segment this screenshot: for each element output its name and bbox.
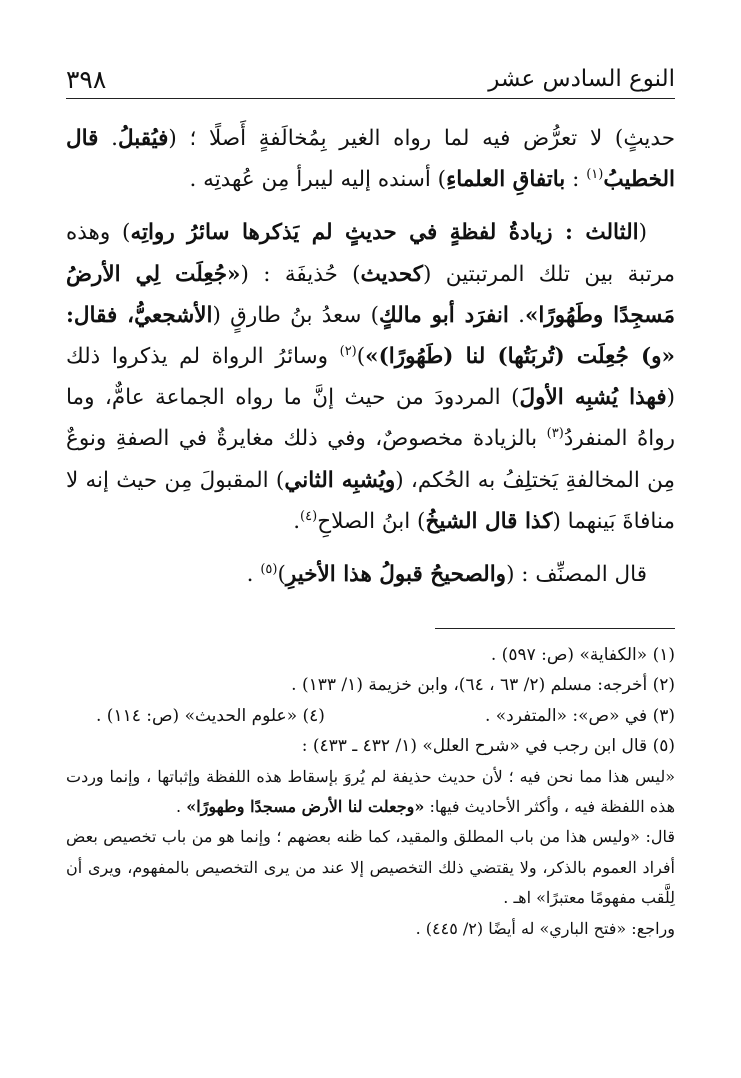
text-run: وسائرُ الرواة لم يذكروا ذلك ( [66,344,675,411]
main-text [66,118,675,595]
text-run: . [176,797,187,817]
footnote-5-quote [66,762,675,823]
footnote-3: (٣) في «ص»: «المتفرد» . [484,705,675,726]
bold-run: قال الخطيبُ [66,126,675,193]
footnote-ref[interactable]: (١) [586,167,604,183]
bold-run: والصحيحُ قبولُ هذا الأخيرِ [285,562,507,588]
text-run: حديثٍ) لا تعرُّض فيه لما رواه الغير بِمُخالَفةٍ أَصلًا ؛ ( [168,126,675,151]
footnote-5-comment: قال: «وليس هذا من باب المطلق والمقيد، كما ظنه بعضهم ؛ وإنما هو من باب تخصيص بعض أفراد العموم بالذكر، ولا يقتضي ذلك التخصيص إلا عند من يرى التخصيص بالمفهوم، ويرى أن لِلَّقب مفهومًا معتبرًا» اهـ . [66,827,675,908]
text-run: ) أسنده إليه ليبرأ مِن عُهدتِه . [189,167,447,193]
footnote-5-reference: وراجع: «فتح الباري» له أيضًا (٢/ ٤٤٥) . [415,918,675,938]
bold-run: «وجعلت لنا الأرض مسجدًا وطهورًا» [186,797,425,817]
bold-run: انفرَد أبو مالكٍ [379,302,509,328]
bold-run: ويُشبِه الثاني [284,467,396,493]
footnote-ref[interactable]: (٢) [339,343,357,359]
text-run: . [98,126,118,151]
text-run: . [246,562,261,588]
text-run: بالزيادة مخصوصٌ، وفي ذلك مغايرةٌ في الصفةِ ونوعٌ مِن المخالفةِ يَختلِفُ به الحُكم، ( [66,426,675,493]
footnote-ref[interactable]: (٥) [260,561,278,577]
footnote-ref[interactable]: (٤) [300,508,318,524]
footnote-1: (١) «الكفاية» (ص: ٥٩٧) . [490,645,675,665]
footnote-ref[interactable]: (٣) [546,426,564,442]
text-run: ) [356,344,366,370]
page-header [66,54,675,99]
text-run: ) المقبولَ مِن حيث إنه لا منافاةَ بَينهما ( [66,467,675,534]
text-run: ) وهذه مرتبة بين تلك المرتبتين ( [66,220,675,287]
text-run: ) سعدُ بنُ طارقٍ ( [212,302,380,328]
page-number: ٣٩٨ [66,65,107,94]
text-run: قال المصنِّف : ( [506,562,647,588]
footnote-row-3-4 [66,701,675,731]
bold-run: كحديث [360,261,424,287]
text-run: ) حُذيفَة : ( [240,261,361,287]
paragraph-3 [66,554,675,595]
footnote-separator [435,628,675,629]
text-run: ) المردودَ من حيث إنَّ ما رواه الجماعة عامٌّ، وما رواهُ المنفردُ [66,385,675,452]
text-run: . [508,302,525,328]
footnote-4: (٤) «علوم الحديث» (ص: ١١٤) . [96,705,325,726]
text-run: ) [277,562,286,588]
footnotes [66,640,675,944]
text-run: ( [638,220,647,246]
paragraph-2 [66,212,675,542]
bold-run: باتفاقِ العلماءِ [446,167,566,193]
text-run: «ليس هذا مما نحن فيه ؛ لأن حديث حذيفة لم يُروَ بإسقاط هذه اللفظة وإثباتها ، وإنما وردت هذه اللفظة فيه ، وأكثر الأحاديث فيها: [66,766,675,817]
paragraph-1 [66,118,675,200]
bold-run: فهذا يُشبِه الأولَ [519,385,667,411]
bold-run: كذا قال الشيخُ [425,508,553,534]
text-run: ) ابنُ الصلاحِ [317,508,426,534]
text-run: : [565,167,587,193]
bold-run: فيُقبلُ [117,126,169,151]
bold-run: الثالث : زيادةُ لفظةٍ في حديثٍ لم يَذكرها سائرُ رواتِه [130,220,639,246]
text-run: . [293,508,301,534]
footnote-5: (٥) قال ابن رجب في «شرح العلل» (١/ ٤٣٢ ـ ٤٣٣) : [301,736,675,757]
footnote-2: (٢) أخرجه: مسلم (٢/ ٦٣ ، ٦٤)، وابن خزيمة (١/ ١٣٣) . [291,675,675,696]
chapter-title: النوع السادس عشر [488,66,675,92]
bold-run: الأشجعيُّ، فقال: «و) جُعِلَت (تُربَتُها) لنا (طَهُورًا)» [66,302,675,370]
bold-run: «جُعِلَت لِي الأرضُ مَسجِدًا وطَهُورًا» [66,261,675,328]
